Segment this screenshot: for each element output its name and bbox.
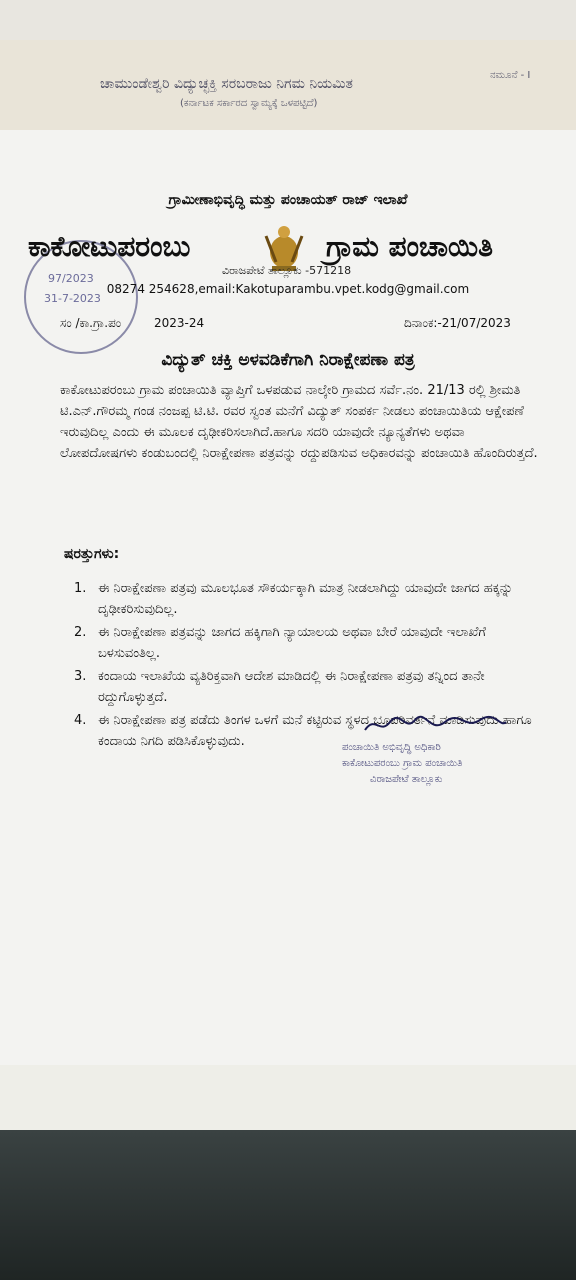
signatory-title: ಪಂಚಾಯಿತಿ ಅಭಿವೃದ್ಧಿ ಅಧಿಕಾರಿ xyxy=(342,742,441,753)
background-table-bottom xyxy=(0,1130,576,1280)
condition-text: ಈ ನಿರಾಕ್ಷೇಪಣಾ ಪತ್ರವು ಮೂಲಭೂತ ಸೌಕರ್ಯಕ್ಕಾಗಿ ಮಾತ್ರ ನೀಡಲಾಗಿದ್ದು ಯಾವುದೇ ಜಾಗದ ಹಕ್ಕನ್ನು ದೃಢೀಕರಿಸುವುದಿಲ್ಲ. xyxy=(98,581,513,617)
department-name: ಗ್ರಾಮೀಣಾಭಿವೃದ್ಧಿ ಮತ್ತು ಪಂಚಾಯತ್ ರಾಜ್ ಇಲಾಖೆ xyxy=(168,192,408,208)
letter-date: ದಿನಾಂಕ:-21/07/2023 xyxy=(404,316,511,330)
signatory-office: ಕಾಕೋಟುಪರಂಬು ಗ್ರಾಮ ಪಂಚಾಯಿತಿ xyxy=(342,758,463,769)
cover-header xyxy=(0,40,576,130)
cover-subtitle: (ಕರ್ನಾಟಕ ಸರ್ಕಾರದ ಸ್ವಾಮ್ಯಕ್ಕೆ ಒಳಪಟ್ಟಿದೆ) xyxy=(180,98,318,109)
cover-title: ಚಾಮುಂಡೇಶ್ವರಿ ವಿದ್ಯುಚ್ಛಕ್ತಿ ಸರಬರಾಜು ನಿಗಮ ನಿಯಮಿತ xyxy=(100,76,353,92)
address: ವಿರಾಜಪೇಟೆ ತಾಲ್ಲೂಕು -571218 xyxy=(222,264,352,277)
condition-item xyxy=(74,578,544,620)
condition-number: 4. xyxy=(74,713,87,728)
letter-heading: ವಿದ್ಯುತ್ ಚಕ್ತಿ ಅಳವಡಿಕೆಗಾಗಿ ನಿರಾಕ್ಷೇಪಣಾ ಪತ್ರ xyxy=(161,350,415,370)
signatory-taluk: ವಿರಾಜಪೇಟೆ ತಾಲ್ಲೂಕು xyxy=(370,774,443,785)
letter-body: ಕಾಕೋಟುಪರಂಬು ಗ್ರಾಮ ಪಂಚಾಯಿತಿ ವ್ಯಾಪ್ತಿಗೆ ಒಳಪಡುವ ನಾಲ್ಕೇರಿ ಗ್ರಾಮದ ಸರ್ವೆ.ನಂ. 21/13 ರಲ್ಲಿ ಶ್ರೀಮತಿ ಟಿ.ಎನ್.ಗೌರಮ್ಮ ಗಂಡ ನಂಜಪ್ಪ ಟಿ.ಟಿ. ರವರ ಸ್ವಂತ ಮನೆಗೆ ವಿದ್ಯುತ್ ಸಂಪರ್ಕ ನೀಡಲು ಪಂಚಾಯಿತಿಯ ಆಕ್ಷೇಪಣೆ ಇರುವುದಿಲ್ಲ ಎಂದು ಈ ಮೂಲಕ ದೃಢೀಕರಿಸಲಾಗಿದೆ.ಹಾಗೂ ಸದರಿ ಯಾವುದೇ ನ್ಯೂನ್ಯತೆಗಳು ಅಥವಾ ಲೋಪದೋಷಗಳು ಕಂಡುಬಂದಲ್ಲಿ ನಿರಾಕ್ಷೇಪಣಾ ಪತ್ರವನ್ನು ರದ್ದುಪಡಿಸುವ ಅಧಿಕಾರವನ್ನು ಪಂಚಾಯಿತಿ ಹೊಂದಿರುತ್ತದೆ. xyxy=(60,383,538,461)
ref-year: 2023-24 xyxy=(154,316,205,330)
contact-line: 08274 254628,email:Kakotuparambu.vpet.kodg@gmail.com xyxy=(106,282,470,296)
form-label: ನಮೂನೆ - I xyxy=(490,70,531,81)
condition-number: 1. xyxy=(74,581,87,596)
condition-text: ಕಂದಾಯ ಇಲಾಖೆಯ ವ್ಯತಿರಿಕ್ತವಾಗಿ ಆದೇಶ ಮಾಡಿದಲ್ಲಿ ಈ ನಿರಾಕ್ಷೇಪಣಾ ಪತ್ರವು ತನ್ನಿಂದ ತಾನೇ ರದ್ದುಗೊಳ್ಳುತ್ತದೆ. xyxy=(98,669,485,705)
conditions-title: ಷರತ್ತುಗಳು: xyxy=(64,546,120,562)
noc-letter xyxy=(0,130,576,1065)
condition-text: ಈ ನಿರಾಕ್ಷೇಪಣಾ ಪತ್ರವನ್ನು ಜಾಗದ ಹಕ್ಕಿಗಾಗಿ ನ್ಯಾಯಾಲಯ ಅಥವಾ ಬೇರೆ ಯಾವುದೇ ಇಲಾಖೆಗೆ ಬಳಸುವಂತಿಲ್ಲ. xyxy=(98,625,486,661)
panchayat-name: ಕಾಕೋಟುಪರಂಬು xyxy=(28,230,191,263)
handwritten-signature xyxy=(360,710,510,740)
ref-label: ಸಂ /ಕಾ.ಗ್ರಾ.ಪಂ xyxy=(60,316,122,330)
condition-number: 3. xyxy=(74,669,87,684)
stamp-date: 31-7-2023 xyxy=(44,292,101,305)
condition-number: 2. xyxy=(74,625,87,640)
condition-text: ಈ ನಿರಾಕ್ಷೇಪಣಾ ಪತ್ರ ಪಡೆದು ತಿಂಗಳ ಒಳಗೆ ಮನೆ ಕಟ್ಟಿರುವ ಸ್ಥಳದ ಭೂಪರಿವರ್ತನೆ ಮಾಡಿಸುವುದು ಹಾಗೂ ಕಂದಾಯ ನಿಗದಿ ಪಡಿಸಿಕೊಳ್ಳುವುದು. xyxy=(98,713,532,749)
stamp-number: 97/2023 xyxy=(48,272,94,285)
gram-panchayat-label: ಗ್ರಾಮ ಪಂಚಾಯಿತಿ xyxy=(326,230,493,263)
condition-item xyxy=(74,622,544,664)
condition-item xyxy=(74,666,544,708)
